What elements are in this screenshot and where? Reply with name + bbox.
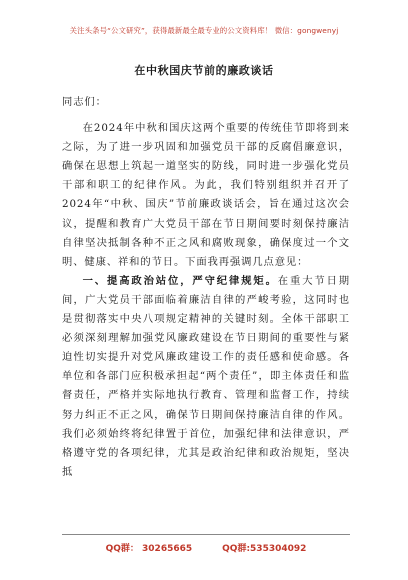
footer-qq-group-2: QQ群:535304092	[222, 544, 307, 554]
footer-divider	[62, 534, 350, 535]
paragraph-section-1	[62, 272, 350, 482]
footer-qq-group-1: QQ群： 30265665	[105, 544, 193, 554]
header-promo: 关注头条号“公文研究”，获得最新最全最专业的公文资料库！ 微信：gongwenyj	[69, 26, 339, 35]
footer	[62, 541, 350, 554]
section-1-heading: 一、提高政治站位，严守纪律规矩。	[82, 274, 278, 287]
greeting: 同志们：	[62, 96, 107, 108]
paragraph-intro: 在2024年中秋和国庆这两个重要的传统佳节即将到来之际，为了进一步巩固和加强党员干部的反腐倡廉意识，确保在思想上筑起一道坚实的防线，同时进一步强化党员干部和职工的纪律作风。为此，我们特别组织并召开了2024年“中秋、国庆”节前廉政谈话会，旨在通过这次会议，提醒和教育广大党员干部在节日期间要时刻保持廉洁自律坚决抵制各种不正之风和腐败现象，确保度过一个文明、健康、祥和的节日。下面我再强调几点意见：	[62, 122, 350, 268]
document-body	[62, 93, 350, 482]
document-title: 在中秋国庆节前的廉政谈话	[134, 64, 274, 77]
section-1-body: 在重大节日期间，广大党员干部面临着廉洁自律的严峻考验，这同时也是贯彻落实中央八项规定精神的关键时刻。全体干部职工必须深刻理解加强党风廉政建设在节日期间的重要性与紧迫性切实提升对党风廉政建设工作的责任感和使命感。各单位和各部门应积极承担起“两个责任”，即主体责任和监督责任，严格并实际地执行教育、管理和监督工作，持续努力纠正不正之风，确保节日期间保持廉洁自律的作风。我们必须始终将纪律置于首位，加强纪律和法律意识，严格遵守党的各项纪律，尤其是政治纪律和政治规矩，坚决抵	[62, 274, 350, 478]
